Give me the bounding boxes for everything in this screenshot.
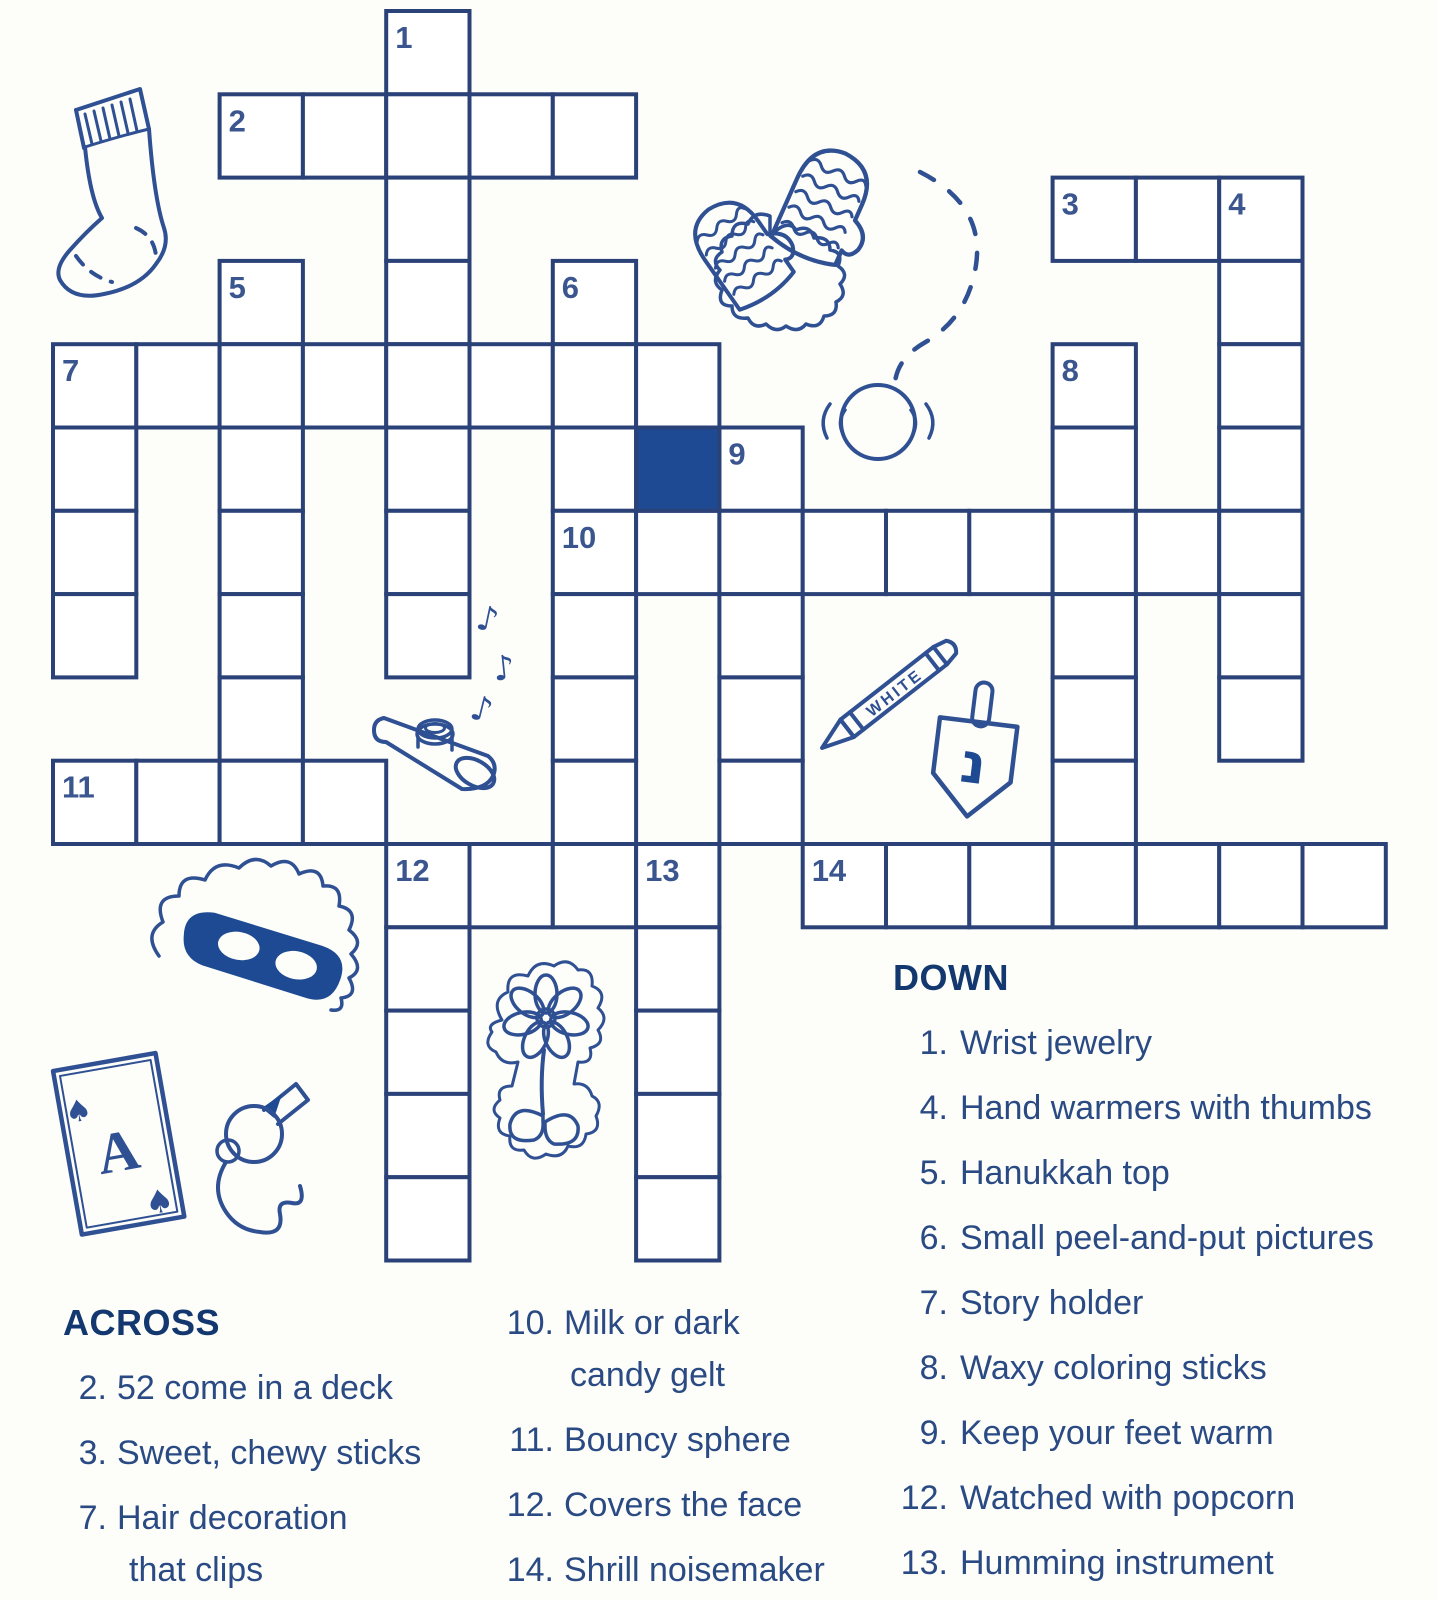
grid-cell[interactable] bbox=[220, 344, 303, 427]
grid-cell-number: 14 bbox=[811, 853, 847, 888]
clue-down-4 bbox=[893, 1082, 1413, 1134]
grid-cell[interactable] bbox=[1219, 344, 1302, 427]
grid-cell-number: 4 bbox=[1228, 186, 1246, 222]
grid-cell-number: 7 bbox=[62, 353, 80, 389]
grid-cell-number: 10 bbox=[561, 519, 597, 555]
clue-number: 1. bbox=[919, 1024, 948, 1062]
clue-number: 12. bbox=[900, 1479, 948, 1517]
grid-cell-number: 1 bbox=[395, 20, 413, 55]
bouncing-ball-illustration bbox=[800, 160, 1015, 475]
spade-icon: ♠ bbox=[62, 1092, 95, 1132]
grid-cell[interactable] bbox=[553, 428, 636, 511]
clue-down-12 bbox=[893, 1472, 1413, 1524]
clue-text: candy gelt bbox=[570, 1356, 725, 1394]
clue-number: 11. bbox=[509, 1421, 554, 1459]
grid-cell[interactable] bbox=[53, 511, 136, 594]
clue-text: Milk or dark bbox=[564, 1304, 740, 1342]
clue-across-2 bbox=[63, 1362, 463, 1414]
grid-cell-number: 6 bbox=[561, 269, 580, 305]
whistle-illustration bbox=[206, 1056, 321, 1246]
clue-number: 13. bbox=[900, 1544, 948, 1582]
grid-cell[interactable] bbox=[636, 1011, 719, 1094]
grid-cell[interactable] bbox=[553, 844, 636, 927]
clue-across-14 bbox=[498, 1544, 878, 1596]
clue-down-8 bbox=[893, 1342, 1413, 1394]
clue-number: 5. bbox=[919, 1154, 948, 1192]
grid-cell[interactable] bbox=[1053, 844, 1136, 927]
dreidel-letter: נ bbox=[956, 730, 991, 799]
across-clues bbox=[63, 1297, 463, 1600]
clue-across-11 bbox=[498, 1414, 878, 1466]
grid-cell[interactable] bbox=[1136, 511, 1219, 594]
clue-across-7 bbox=[63, 1492, 463, 1596]
clue-text: Hanukkah top bbox=[960, 1154, 1170, 1192]
music-note-icon: ♪ bbox=[466, 687, 497, 732]
dreidel-illustration bbox=[926, 678, 1026, 828]
grid-cell-number: 13 bbox=[645, 853, 680, 888]
clue-text: Watched with popcorn bbox=[960, 1479, 1296, 1517]
grid-cell[interactable] bbox=[1136, 844, 1219, 927]
grid-cell[interactable] bbox=[553, 677, 636, 760]
grid-cell-number: 2 bbox=[228, 103, 246, 139]
grid-cell[interactable] bbox=[969, 511, 1052, 594]
clue-number: 6. bbox=[919, 1219, 948, 1257]
grid-cell[interactable] bbox=[386, 1011, 469, 1094]
clue-down-6 bbox=[893, 1212, 1413, 1264]
grid-cell-blocked bbox=[636, 428, 719, 511]
grid-cell[interactable] bbox=[1303, 844, 1386, 927]
clue-down-13 bbox=[893, 1537, 1413, 1589]
grid-cell[interactable] bbox=[1053, 677, 1136, 760]
clue-text: that clips bbox=[129, 1551, 264, 1589]
grid-cell[interactable] bbox=[53, 428, 136, 511]
grid-cell[interactable] bbox=[719, 761, 802, 844]
grid-cell[interactable] bbox=[969, 844, 1052, 927]
clue-number: 4. bbox=[919, 1089, 948, 1127]
grid-cell[interactable] bbox=[220, 761, 303, 844]
grid-cell-number: 11 bbox=[62, 769, 95, 805]
grid-cell-number: 5 bbox=[228, 269, 246, 305]
grid-cell[interactable] bbox=[719, 677, 802, 760]
clue-across-12 bbox=[498, 1479, 878, 1531]
grid-cell[interactable] bbox=[220, 594, 303, 677]
grid-cell[interactable] bbox=[636, 511, 719, 594]
grid-cell-number: 9 bbox=[728, 436, 746, 472]
music-note-icon: ♪ bbox=[472, 597, 503, 642]
grid-cell[interactable] bbox=[386, 94, 469, 177]
grid-cell[interactable] bbox=[1053, 428, 1136, 511]
grid-cell[interactable] bbox=[386, 1177, 469, 1260]
clue-number: 12. bbox=[506, 1486, 554, 1524]
mask-illustration bbox=[145, 850, 375, 1050]
grid-cell-number: 3 bbox=[1061, 186, 1079, 222]
clue-number: 9. bbox=[919, 1414, 948, 1452]
music-note-icon: ♪ bbox=[491, 647, 517, 690]
clue-text: Sweet, chewy sticks bbox=[117, 1434, 422, 1472]
grid-cell[interactable] bbox=[303, 94, 386, 177]
grid-cell[interactable] bbox=[553, 761, 636, 844]
clue-text: Wrist jewelry bbox=[960, 1024, 1153, 1062]
grid-cell[interactable] bbox=[1219, 428, 1302, 511]
grid-cell[interactable] bbox=[470, 344, 553, 427]
grid-cell[interactable] bbox=[136, 761, 219, 844]
clue-text: Shrill noisemaker bbox=[564, 1551, 825, 1589]
clue-across-10 bbox=[498, 1297, 878, 1401]
spade-icon: ♠ bbox=[141, 1180, 177, 1223]
grid-cell[interactable] bbox=[386, 428, 469, 511]
clue-text: Hand warmers with thumbs bbox=[960, 1089, 1372, 1127]
clue-text: Covers the face bbox=[564, 1486, 803, 1524]
grid-cell-number: 12 bbox=[395, 853, 430, 888]
flower-sticker-illustration bbox=[468, 956, 610, 1196]
playing-card-illustration bbox=[46, 1046, 201, 1256]
grid-cell[interactable] bbox=[220, 677, 303, 760]
bounce-trail bbox=[895, 172, 977, 382]
across-header: ACROSS bbox=[63, 1302, 221, 1343]
grid-cell[interactable] bbox=[303, 344, 386, 427]
grid-cell-number: 8 bbox=[1061, 353, 1079, 389]
clue-down-7 bbox=[893, 1277, 1413, 1329]
sock-illustration bbox=[52, 80, 182, 308]
clue-across-3 bbox=[63, 1427, 463, 1479]
clue-number: 7. bbox=[78, 1499, 107, 1537]
clue-down-1 bbox=[893, 1017, 1413, 1069]
grid-cell[interactable] bbox=[136, 344, 219, 427]
clue-down-9 bbox=[893, 1407, 1413, 1459]
grid-cell[interactable] bbox=[636, 927, 719, 1010]
grid-cell[interactable] bbox=[553, 344, 636, 427]
grid-cell[interactable] bbox=[719, 511, 802, 594]
clue-down-5 bbox=[893, 1147, 1413, 1199]
grid-cell[interactable] bbox=[386, 511, 469, 594]
clue-number: 7. bbox=[919, 1284, 948, 1322]
grid-cell[interactable] bbox=[1219, 511, 1302, 594]
grid-cell[interactable] bbox=[1053, 511, 1136, 594]
grid-cell[interactable] bbox=[53, 594, 136, 677]
clue-text: Keep your feet warm bbox=[960, 1414, 1274, 1452]
down-clues bbox=[893, 952, 1413, 1600]
clue-text: Bouncy sphere bbox=[564, 1421, 791, 1459]
grid-cell[interactable] bbox=[470, 94, 553, 177]
grid-cell[interactable] bbox=[470, 844, 553, 927]
clue-number: 8. bbox=[919, 1349, 948, 1387]
card-letter: A bbox=[91, 1115, 145, 1188]
grid-cell[interactable] bbox=[386, 344, 469, 427]
clue-text: Small peel-and-put pictures bbox=[960, 1219, 1374, 1257]
grid-cell[interactable] bbox=[636, 344, 719, 427]
grid-cell[interactable] bbox=[719, 594, 802, 677]
clue-text: Humming instrument bbox=[960, 1544, 1274, 1582]
clue-text: Waxy coloring sticks bbox=[960, 1349, 1267, 1387]
grid-cell[interactable] bbox=[803, 511, 886, 594]
grid-cell[interactable] bbox=[553, 94, 636, 177]
kazoo-illustration bbox=[372, 692, 527, 807]
grid-cell[interactable] bbox=[386, 927, 469, 1010]
grid-cell[interactable] bbox=[886, 511, 969, 594]
grid-cell[interactable] bbox=[386, 261, 469, 344]
clue-number: 14. bbox=[506, 1551, 554, 1589]
clue-text: Hair decoration bbox=[117, 1499, 348, 1537]
grid-cell[interactable] bbox=[220, 511, 303, 594]
clue-number: 10. bbox=[506, 1304, 554, 1342]
grid-cell[interactable] bbox=[553, 594, 636, 677]
grid-cell[interactable] bbox=[386, 1094, 469, 1177]
grid-cell[interactable] bbox=[886, 844, 969, 927]
clue-text: 52 come in a deck bbox=[117, 1369, 393, 1407]
grid-cell[interactable] bbox=[1219, 677, 1302, 760]
grid-cell[interactable] bbox=[1219, 261, 1302, 344]
across-clues-continued bbox=[498, 1297, 878, 1600]
crayon-label: WHITE bbox=[863, 666, 927, 721]
grid-cell[interactable] bbox=[220, 428, 303, 511]
grid-cell[interactable] bbox=[1053, 594, 1136, 677]
clue-number: 2. bbox=[78, 1369, 107, 1407]
mask-body bbox=[176, 908, 349, 1004]
grid-cell[interactable] bbox=[1219, 594, 1302, 677]
down-header: DOWN bbox=[893, 957, 1009, 998]
grid-cell[interactable] bbox=[636, 1094, 719, 1177]
grid-cell[interactable] bbox=[1053, 761, 1136, 844]
grid-cell[interactable] bbox=[386, 178, 469, 261]
clue-number: 3. bbox=[78, 1434, 107, 1472]
grid-cell[interactable] bbox=[1136, 178, 1219, 261]
clue-text: Story holder bbox=[960, 1284, 1144, 1322]
grid-cell[interactable] bbox=[636, 1177, 719, 1260]
ball bbox=[841, 385, 915, 459]
grid-cell[interactable] bbox=[1219, 844, 1302, 927]
